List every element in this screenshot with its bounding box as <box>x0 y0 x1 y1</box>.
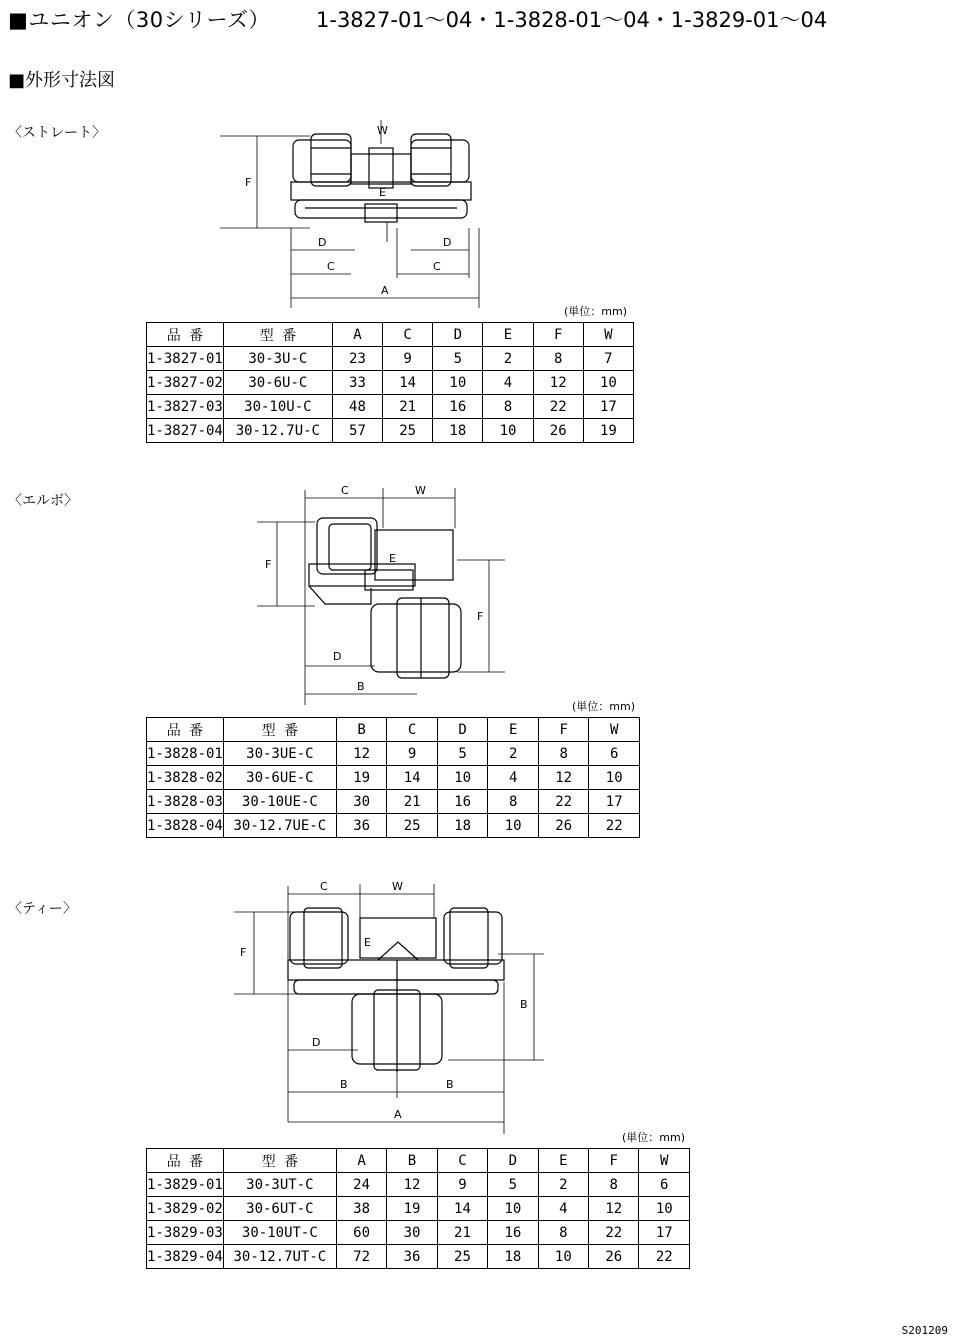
table-row <box>147 742 640 766</box>
table-cell: 1-3828-04 <box>147 814 224 838</box>
col-header: F <box>538 718 589 742</box>
col-header: 型 番 <box>223 323 332 347</box>
dim-label-d: D <box>312 1036 321 1049</box>
table-cell: 2 <box>538 1173 588 1197</box>
dim-label-c-right: C <box>433 260 441 273</box>
table-cell: 6 <box>589 742 640 766</box>
unit-label-straight: (単位：mm) <box>564 305 628 318</box>
table-cell: 22 <box>538 790 589 814</box>
col-header: A <box>332 323 382 347</box>
table-cell: 1-3829-03 <box>147 1221 224 1245</box>
table-row <box>147 347 634 371</box>
table-row <box>147 790 640 814</box>
table-cell: 30-10UE-C <box>223 790 336 814</box>
elbow-drawing <box>255 480 515 705</box>
table-cell: 38 <box>336 1197 386 1221</box>
table-cell: 16 <box>488 1221 538 1245</box>
table-cell: 19 <box>336 766 387 790</box>
table-cell: 18 <box>433 419 483 443</box>
col-header: C <box>437 1149 487 1173</box>
table-cell: 22 <box>533 395 583 419</box>
col-header: W <box>589 718 640 742</box>
table-cell: 24 <box>336 1173 386 1197</box>
table-cell: 10 <box>488 814 539 838</box>
dim-label-b: B <box>357 680 365 693</box>
table-cell: 4 <box>538 1197 588 1221</box>
unit-label-tee: (単位：mm) <box>622 1131 686 1144</box>
table-cell: 18 <box>488 1245 538 1269</box>
table-cell: 14 <box>437 1197 487 1221</box>
table-cell: 6 <box>639 1173 690 1197</box>
table-cell: 30-3U-C <box>223 347 332 371</box>
spec-table-tee <box>146 1148 690 1269</box>
dim-label-c: C <box>341 484 349 497</box>
col-header: E <box>483 323 533 347</box>
table-cell: 1-3827-02 <box>147 371 224 395</box>
table-cell: 10 <box>433 371 483 395</box>
table-cell: 21 <box>387 790 438 814</box>
table-cell: 2 <box>483 347 533 371</box>
table-cell: 12 <box>336 742 387 766</box>
table-cell: 25 <box>387 814 438 838</box>
table-cell: 30-3UT-C <box>223 1173 336 1197</box>
dim-label-d-left: D <box>318 236 327 249</box>
dim-label-e: E <box>379 186 386 199</box>
table-cell: 1-3827-03 <box>147 395 224 419</box>
dim-label-a: A <box>381 284 389 297</box>
table-cell: 60 <box>336 1221 386 1245</box>
dim-label-e: E <box>389 552 396 565</box>
col-header: 品 番 <box>147 718 224 742</box>
table-cell: 1-3828-02 <box>147 766 224 790</box>
table-cell: 26 <box>589 1245 639 1269</box>
section-label-tee: 〈ティー〉 <box>8 901 77 917</box>
table-cell: 12 <box>538 766 589 790</box>
table-cell: 72 <box>336 1245 386 1269</box>
table-row <box>147 1221 690 1245</box>
table-cell: 30 <box>387 1221 437 1245</box>
dim-label-d-right: D <box>443 236 452 249</box>
table-row <box>147 814 640 838</box>
dim-label-f: F <box>240 946 247 959</box>
unit-label-elbow: (単位：mm) <box>572 700 636 713</box>
table-cell: 8 <box>538 1221 588 1245</box>
dim-label-c-left: C <box>327 260 335 273</box>
table-cell: 17 <box>583 395 633 419</box>
dim-label-f-left: F <box>265 558 272 571</box>
dim-label-e: E <box>364 936 371 949</box>
table-row <box>147 395 634 419</box>
table-cell: 22 <box>589 814 640 838</box>
table-cell: 8 <box>533 347 583 371</box>
table-cell: 4 <box>488 766 539 790</box>
table-cell: 10 <box>583 371 633 395</box>
table-cell: 10 <box>538 1245 588 1269</box>
table-cell: 19 <box>583 419 633 443</box>
table-cell: 10 <box>589 766 640 790</box>
table-cell: 1-3829-04 <box>147 1245 224 1269</box>
table-cell: 14 <box>383 371 433 395</box>
table-cell: 22 <box>639 1245 690 1269</box>
table-row <box>147 371 634 395</box>
table-cell: 26 <box>533 419 583 443</box>
table-row <box>147 1197 690 1221</box>
col-header: B <box>387 1149 437 1173</box>
dim-label-f: F <box>245 176 252 189</box>
dimension-heading: ■外形寸法図 <box>8 70 116 91</box>
table-cell: 14 <box>387 766 438 790</box>
straight-drawing <box>215 118 505 318</box>
col-header: D <box>433 323 483 347</box>
table-cell: 30-3UE-C <box>223 742 336 766</box>
section-label-elbow: 〈エルボ〉 <box>8 493 78 509</box>
table-cell: 21 <box>437 1221 487 1245</box>
table-cell: 9 <box>387 742 438 766</box>
col-header: D <box>488 1149 538 1173</box>
table-cell: 30-10UT-C <box>223 1221 336 1245</box>
table-cell: 33 <box>332 371 382 395</box>
table-cell: 30-10U-C <box>223 395 332 419</box>
table-cell: 17 <box>639 1221 690 1245</box>
table-cell: 30 <box>336 790 387 814</box>
table-cell: 17 <box>589 790 640 814</box>
table-cell: 48 <box>332 395 382 419</box>
table-cell: 25 <box>383 419 433 443</box>
table-row <box>147 1173 690 1197</box>
table-cell: 26 <box>538 814 589 838</box>
table-cell: 8 <box>483 395 533 419</box>
table-cell: 22 <box>589 1221 639 1245</box>
table-cell: 57 <box>332 419 382 443</box>
table-cell: 10 <box>437 766 488 790</box>
table-cell: 23 <box>332 347 382 371</box>
col-header: 品 番 <box>147 1149 224 1173</box>
table-cell: 9 <box>437 1173 487 1197</box>
col-header: F <box>533 323 583 347</box>
table-cell: 4 <box>483 371 533 395</box>
table-cell: 19 <box>387 1197 437 1221</box>
table-cell: 1-3829-01 <box>147 1173 224 1197</box>
table-cell: 18 <box>437 814 488 838</box>
col-header: F <box>589 1149 639 1173</box>
table-cell: 12 <box>387 1173 437 1197</box>
col-header: E <box>538 1149 588 1173</box>
table-cell: 1-3827-04 <box>147 419 224 443</box>
dim-label-w: W <box>392 880 403 893</box>
table-cell: 16 <box>437 790 488 814</box>
table-cell: 36 <box>336 814 387 838</box>
dim-label-d: D <box>333 650 342 663</box>
table-cell: 25 <box>437 1245 487 1269</box>
table-cell: 8 <box>589 1173 639 1197</box>
table-cell: 30-6UT-C <box>223 1197 336 1221</box>
col-header: 型 番 <box>223 718 336 742</box>
table-cell: 1-3827-01 <box>147 347 224 371</box>
col-header: B <box>336 718 387 742</box>
table-row <box>147 419 634 443</box>
table-cell: 5 <box>437 742 488 766</box>
col-header: D <box>437 718 488 742</box>
dim-label-b-left: B <box>340 1078 348 1091</box>
table-cell: 12 <box>589 1197 639 1221</box>
table-cell: 1-3828-01 <box>147 742 224 766</box>
table-cell: 10 <box>639 1197 690 1221</box>
table-cell: 2 <box>488 742 539 766</box>
col-header: A <box>336 1149 386 1173</box>
table-cell: 16 <box>433 395 483 419</box>
spec-table-straight <box>146 322 634 443</box>
table-cell: 21 <box>383 395 433 419</box>
table-cell: 30-12.7U-C <box>223 419 332 443</box>
dim-label-f-right: F <box>477 610 484 623</box>
table-cell: 10 <box>488 1197 538 1221</box>
table-cell: 5 <box>433 347 483 371</box>
table-cell: 36 <box>387 1245 437 1269</box>
table-cell: 8 <box>488 790 539 814</box>
table-row <box>147 1245 690 1269</box>
table-header-row <box>147 323 634 347</box>
col-header: C <box>383 323 433 347</box>
spec-table-elbow <box>146 717 640 838</box>
table-cell: 7 <box>583 347 633 371</box>
table-cell: 12 <box>533 371 583 395</box>
product-codes: 1-3827-01～04・1-3828-01～04・1-3829-01～04 <box>316 8 828 32</box>
table-cell: 10 <box>483 419 533 443</box>
dim-label-c: C <box>320 880 328 893</box>
document-code: S201209 <box>901 1324 948 1337</box>
page-title: ■ユニオン（30シリーズ） <box>8 8 271 32</box>
table-cell: 5 <box>488 1173 538 1197</box>
col-header: W <box>639 1149 690 1173</box>
section-label-straight: 〈ストレート〉 <box>8 125 106 141</box>
table-cell: 9 <box>383 347 433 371</box>
dim-label-b-right: B <box>520 998 528 1011</box>
table-cell: 1-3829-02 <box>147 1197 224 1221</box>
table-cell: 30-12.7UT-C <box>223 1245 336 1269</box>
table-cell: 30-12.7UE-C <box>223 814 336 838</box>
dim-label-w: W <box>377 124 388 137</box>
table-cell: 30-6U-C <box>223 371 332 395</box>
tee-drawing <box>228 872 558 1134</box>
col-header: 品 番 <box>147 323 224 347</box>
table-row <box>147 766 640 790</box>
dim-label-w: W <box>415 484 426 497</box>
col-header: C <box>387 718 438 742</box>
col-header: W <box>583 323 633 347</box>
table-cell: 1-3828-03 <box>147 790 224 814</box>
col-header: 型 番 <box>223 1149 336 1173</box>
table-header-row <box>147 718 640 742</box>
table-cell: 8 <box>538 742 589 766</box>
dim-label-b-mid: B <box>446 1078 454 1091</box>
table-cell: 30-6UE-C <box>223 766 336 790</box>
col-header: E <box>488 718 539 742</box>
table-header-row <box>147 1149 690 1173</box>
dim-label-a: A <box>394 1108 402 1121</box>
